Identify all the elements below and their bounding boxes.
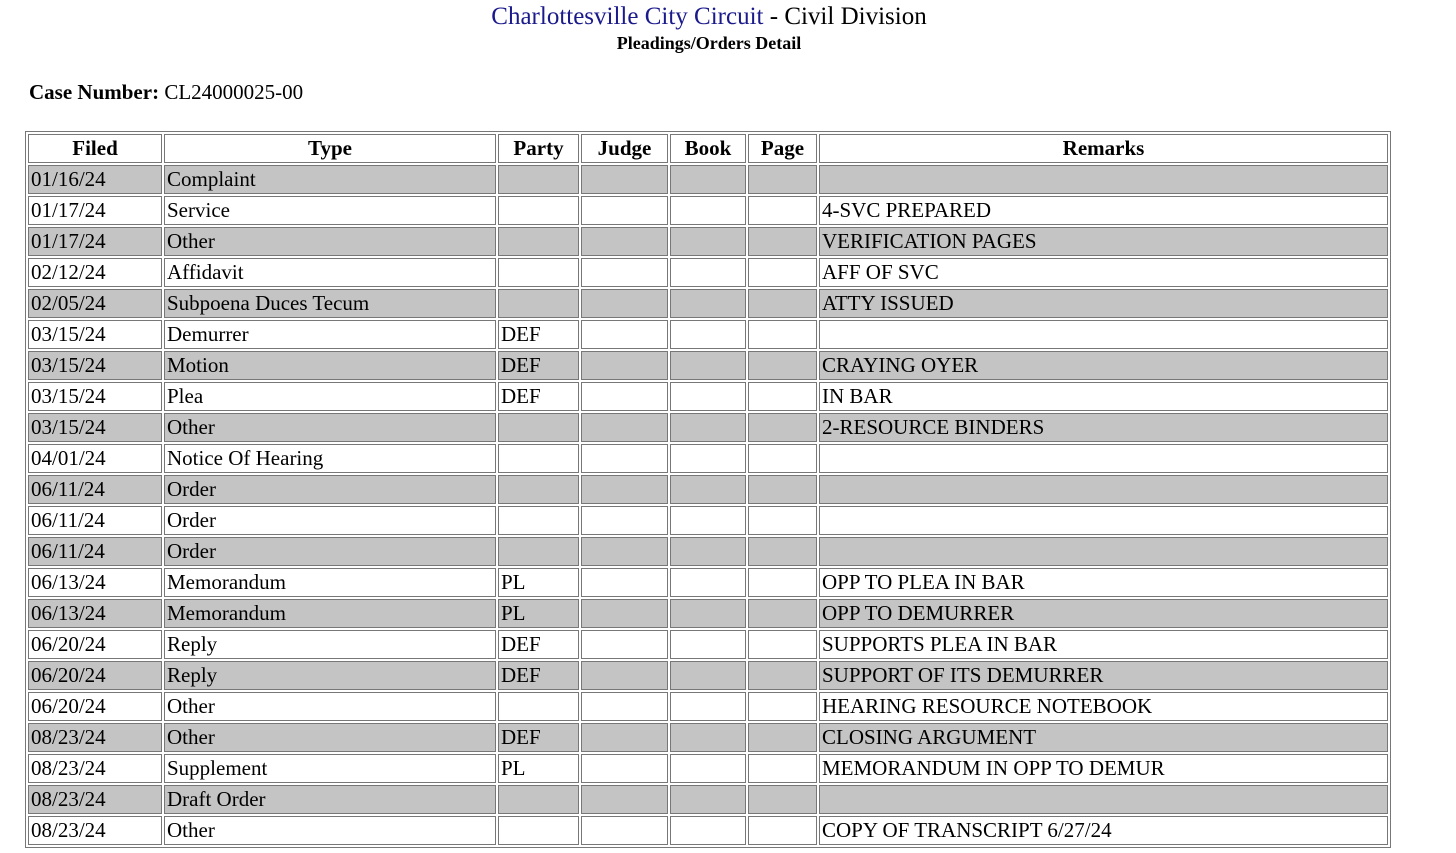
cell-remarks [819, 537, 1388, 566]
cell-judge [581, 568, 668, 597]
cell-party: DEF [498, 723, 579, 752]
table-row [28, 754, 1388, 783]
table-row [28, 816, 1388, 845]
cell-remarks: CRAYING OYER [819, 351, 1388, 380]
cell-page [748, 165, 817, 194]
cell-remarks [819, 785, 1388, 814]
cell-filed: 06/13/24 [28, 568, 162, 597]
cell-judge [581, 382, 668, 411]
cell-page [748, 692, 817, 721]
table-row [28, 630, 1388, 659]
cell-page [748, 196, 817, 225]
cell-type: Plea [164, 382, 496, 411]
cell-filed: 06/20/24 [28, 630, 162, 659]
cell-party [498, 506, 579, 535]
cell-judge [581, 413, 668, 442]
cell-party: DEF [498, 351, 579, 380]
cell-type: Order [164, 537, 496, 566]
cell-page [748, 816, 817, 845]
cell-page [748, 568, 817, 597]
cell-book [670, 351, 746, 380]
cell-type: Memorandum [164, 568, 496, 597]
cell-party: DEF [498, 661, 579, 690]
cell-remarks: CLOSING ARGUMENT [819, 723, 1388, 752]
cell-judge [581, 196, 668, 225]
cell-judge [581, 165, 668, 194]
cell-filed: 08/23/24 [28, 754, 162, 783]
cell-judge [581, 475, 668, 504]
table-row [28, 258, 1388, 287]
cell-type: Other [164, 413, 496, 442]
cell-remarks: VERIFICATION PAGES [819, 227, 1388, 256]
cell-judge [581, 599, 668, 628]
cell-remarks: 4-SVC PREPARED [819, 196, 1388, 225]
cell-page [748, 630, 817, 659]
cell-type: Motion [164, 351, 496, 380]
cell-filed: 06/11/24 [28, 475, 162, 504]
cell-book [670, 320, 746, 349]
cell-type: Other [164, 692, 496, 721]
cell-page [748, 785, 817, 814]
table-row [28, 351, 1388, 380]
cell-filed: 06/13/24 [28, 599, 162, 628]
cell-book [670, 196, 746, 225]
cell-filed: 03/15/24 [28, 382, 162, 411]
cell-party: DEF [498, 320, 579, 349]
cell-type: Other [164, 227, 496, 256]
cell-remarks: COPY OF TRANSCRIPT 6/27/24 [819, 816, 1388, 845]
page-title [0, 2, 1418, 32]
cell-filed: 08/23/24 [28, 785, 162, 814]
table-row [28, 444, 1388, 473]
cell-party [498, 537, 579, 566]
case-number-value: CL24000025-00 [164, 80, 304, 104]
cell-remarks: OPP TO PLEA IN BAR [819, 568, 1388, 597]
cell-filed: 06/11/24 [28, 537, 162, 566]
cell-page [748, 351, 817, 380]
cell-book [670, 630, 746, 659]
table-row [28, 785, 1388, 814]
cell-page [748, 258, 817, 287]
cell-book [670, 599, 746, 628]
table-row [28, 320, 1388, 349]
cell-book [670, 413, 746, 442]
cell-page [748, 754, 817, 783]
cell-party [498, 165, 579, 194]
case-number-label: Case Number: [29, 80, 160, 104]
cell-filed: 01/16/24 [28, 165, 162, 194]
cell-filed: 06/20/24 [28, 661, 162, 690]
table-row [28, 165, 1388, 194]
cell-filed: 03/15/24 [28, 320, 162, 349]
cell-remarks [819, 320, 1388, 349]
cell-type: Reply [164, 630, 496, 659]
cell-book [670, 165, 746, 194]
cell-page [748, 599, 817, 628]
cell-filed: 02/05/24 [28, 289, 162, 318]
cell-page [748, 413, 817, 442]
table-row [28, 692, 1388, 721]
table-row [28, 196, 1388, 225]
column-header-remarks: Remarks [819, 134, 1388, 163]
cell-party [498, 444, 579, 473]
cell-book [670, 475, 746, 504]
cell-remarks: 2-RESOURCE BINDERS [819, 413, 1388, 442]
cell-party [498, 196, 579, 225]
table-row [28, 227, 1388, 256]
cell-party [498, 692, 579, 721]
cell-book [670, 537, 746, 566]
cell-judge [581, 506, 668, 535]
cell-type: Notice Of Hearing [164, 444, 496, 473]
cell-party: PL [498, 568, 579, 597]
cell-page [748, 661, 817, 690]
cell-book [670, 289, 746, 318]
cell-party [498, 227, 579, 256]
cell-filed: 01/17/24 [28, 227, 162, 256]
page-subtitle: Pleadings/Orders Detail [616, 33, 802, 53]
cell-remarks: MEMORANDUM IN OPP TO DEMUR [819, 754, 1388, 783]
cell-judge [581, 320, 668, 349]
cell-page [748, 320, 817, 349]
column-header-page: Page [748, 134, 817, 163]
case-number-line [29, 79, 303, 105]
table-row [28, 599, 1388, 628]
cell-judge [581, 785, 668, 814]
pleadings-table [25, 131, 1391, 848]
division-name: Civil Division [784, 3, 927, 30]
cell-type: Other [164, 816, 496, 845]
cell-type: Memorandum [164, 599, 496, 628]
title-separator: - [763, 3, 785, 30]
cell-type: Order [164, 475, 496, 504]
cell-type: Subpoena Duces Tecum [164, 289, 496, 318]
cell-party: PL [498, 754, 579, 783]
cell-filed: 03/15/24 [28, 351, 162, 380]
cell-judge [581, 258, 668, 287]
cell-judge [581, 630, 668, 659]
cell-party [498, 785, 579, 814]
cell-book [670, 692, 746, 721]
cell-party: DEF [498, 382, 579, 411]
column-header-book: Book [670, 134, 746, 163]
cell-party [498, 413, 579, 442]
court-name: Charlottesville City Circuit [491, 3, 764, 30]
cell-book [670, 816, 746, 845]
cell-filed: 02/12/24 [28, 258, 162, 287]
column-header-filed: Filed [28, 134, 162, 163]
table-row [28, 289, 1388, 318]
column-header-party: Party [498, 134, 579, 163]
cell-judge [581, 816, 668, 845]
cell-book [670, 382, 746, 411]
cell-type: Complaint [164, 165, 496, 194]
column-header-judge: Judge [581, 134, 668, 163]
cell-page [748, 227, 817, 256]
column-header-type: Type [164, 134, 496, 163]
cell-filed: 01/17/24 [28, 196, 162, 225]
table-row [28, 723, 1388, 752]
cell-judge [581, 723, 668, 752]
table-body [28, 165, 1388, 845]
cell-page [748, 475, 817, 504]
cell-filed: 03/15/24 [28, 413, 162, 442]
cell-party [498, 816, 579, 845]
cell-type: Service [164, 196, 496, 225]
cell-judge [581, 537, 668, 566]
cell-judge [581, 227, 668, 256]
table-row [28, 382, 1388, 411]
cell-type: Reply [164, 661, 496, 690]
cell-page [748, 537, 817, 566]
cell-remarks: OPP TO DEMURRER [819, 599, 1388, 628]
page-header [0, 2, 1418, 54]
cell-book [670, 258, 746, 287]
cell-remarks: ATTY ISSUED [819, 289, 1388, 318]
cell-page [748, 289, 817, 318]
table-row [28, 506, 1388, 535]
cell-party [498, 258, 579, 287]
cell-type: Affidavit [164, 258, 496, 287]
cell-remarks [819, 165, 1388, 194]
cell-page [748, 506, 817, 535]
table-row [28, 413, 1388, 442]
cell-remarks: SUPPORT OF ITS DEMURRER [819, 661, 1388, 690]
cell-party: DEF [498, 630, 579, 659]
cell-judge [581, 754, 668, 783]
cell-filed: 04/01/24 [28, 444, 162, 473]
cell-book [670, 661, 746, 690]
cell-remarks: IN BAR [819, 382, 1388, 411]
table-row [28, 568, 1388, 597]
cell-judge [581, 692, 668, 721]
table-row [28, 475, 1388, 504]
cell-type: Demurrer [164, 320, 496, 349]
cell-party [498, 289, 579, 318]
cell-type: Supplement [164, 754, 496, 783]
cell-page [748, 444, 817, 473]
cell-book [670, 568, 746, 597]
cell-party [498, 475, 579, 504]
cell-book [670, 754, 746, 783]
cell-party: PL [498, 599, 579, 628]
cell-book [670, 444, 746, 473]
cell-judge [581, 661, 668, 690]
cell-remarks [819, 475, 1388, 504]
cell-judge [581, 444, 668, 473]
cell-remarks [819, 444, 1388, 473]
cell-filed: 08/23/24 [28, 723, 162, 752]
table-header-row [28, 134, 1388, 163]
cell-book [670, 785, 746, 814]
cell-book [670, 227, 746, 256]
cell-remarks: HEARING RESOURCE NOTEBOOK [819, 692, 1388, 721]
table-row [28, 661, 1388, 690]
cell-filed: 06/11/24 [28, 506, 162, 535]
cell-page [748, 382, 817, 411]
cell-judge [581, 289, 668, 318]
cell-page [748, 723, 817, 752]
cell-book [670, 723, 746, 752]
cell-remarks: SUPPORTS PLEA IN BAR [819, 630, 1388, 659]
cell-type: Order [164, 506, 496, 535]
cell-book [670, 506, 746, 535]
cell-remarks [819, 506, 1388, 535]
cell-type: Other [164, 723, 496, 752]
cell-filed: 08/23/24 [28, 816, 162, 845]
cell-type: Draft Order [164, 785, 496, 814]
table-row [28, 537, 1388, 566]
cell-judge [581, 351, 668, 380]
cell-remarks: AFF OF SVC [819, 258, 1388, 287]
cell-filed: 06/20/24 [28, 692, 162, 721]
